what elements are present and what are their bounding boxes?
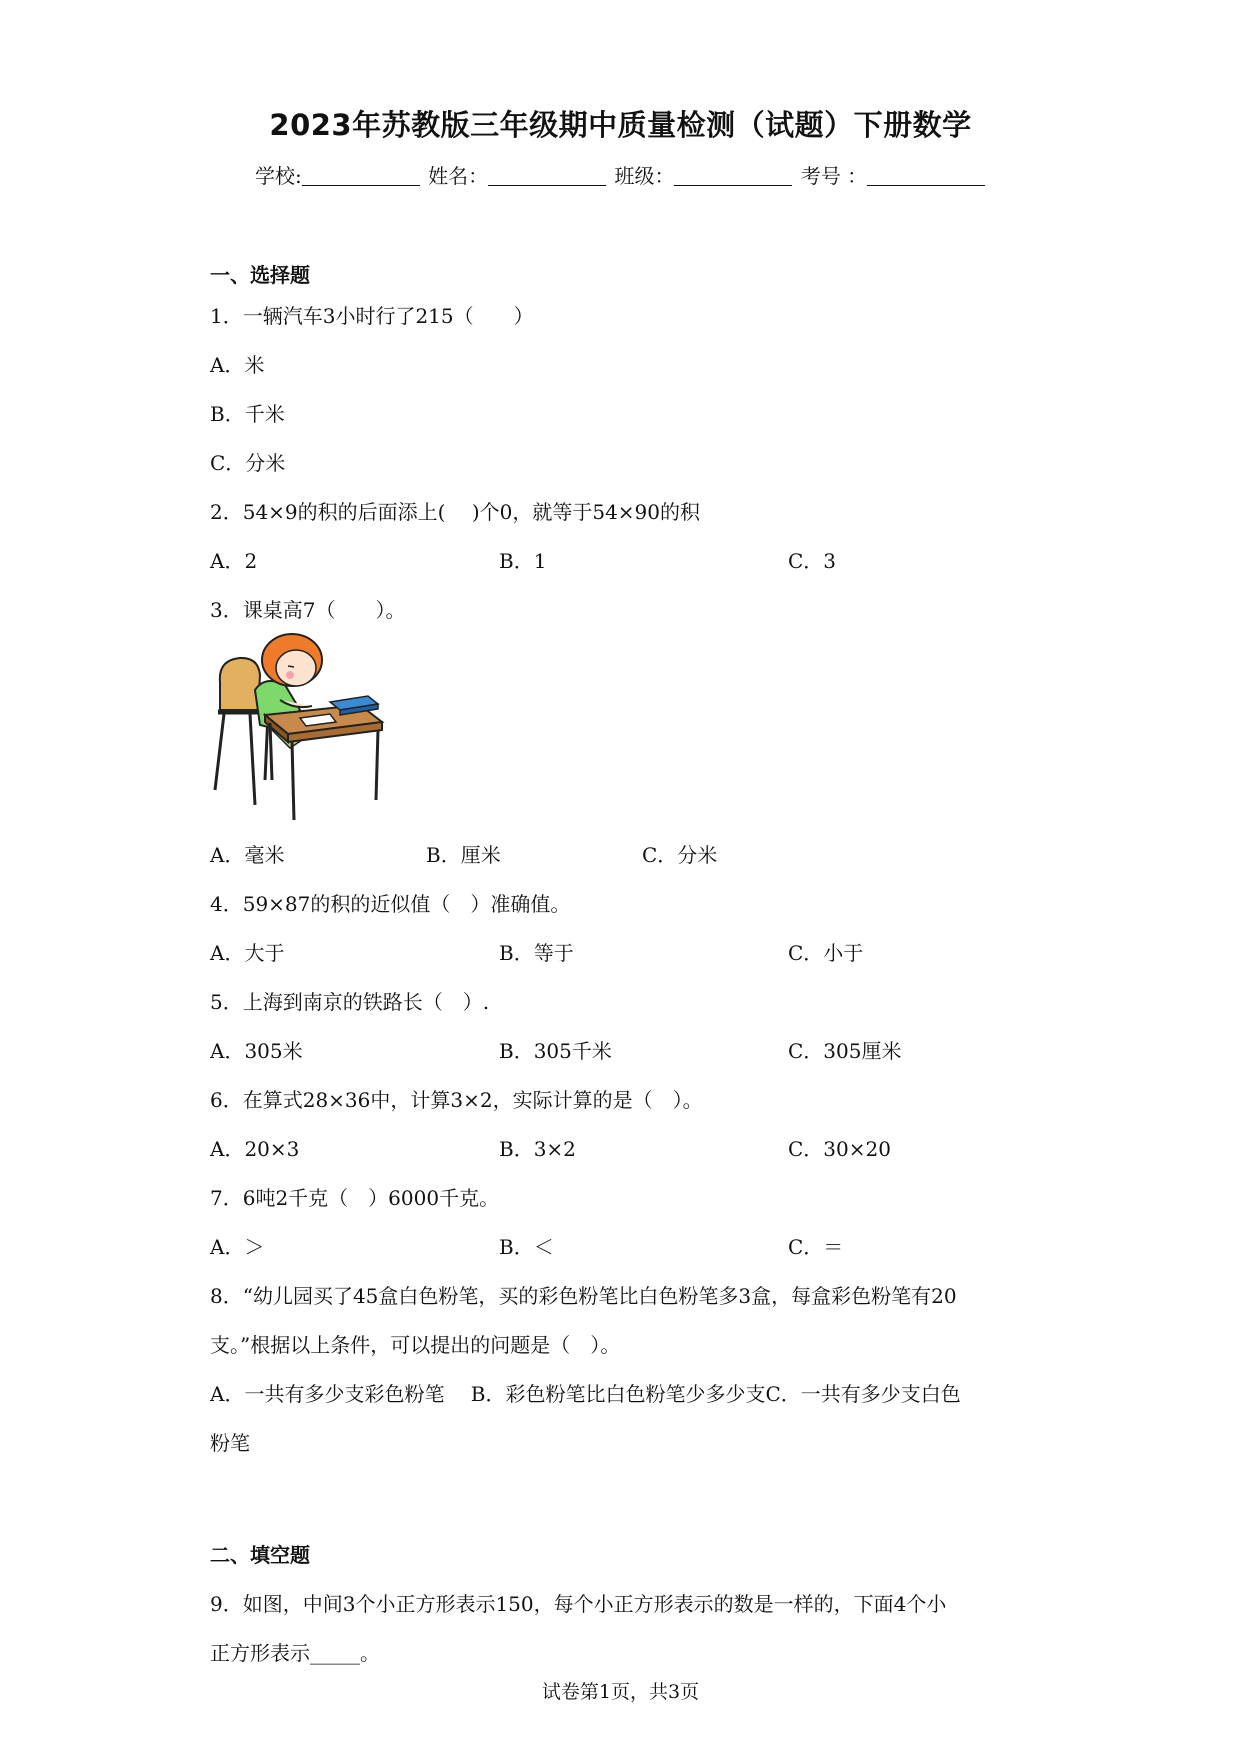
question-6-stem: 6．在算式28×36中，计算3×2，实际计算的是（ ）。 (210, 1088, 703, 1112)
class-blank[interactable] (674, 185, 792, 186)
school-label: 学校: (255, 164, 302, 188)
question-3-option-a: A．毫米 (210, 843, 285, 867)
question-4-option-a: A．大于 (210, 941, 285, 965)
exam-number-blank[interactable] (867, 185, 985, 186)
student-at-desk-illustration (210, 630, 405, 825)
question-9-stem-line-2: 正方形表示_____。 (210, 1641, 380, 1665)
question-2-option-c: C．3 (788, 549, 837, 573)
question-7-option-b: B．＜ (499, 1235, 554, 1259)
question-2-option-a: A．2 (210, 549, 258, 573)
name-blank[interactable] (488, 185, 606, 186)
student-info-row (255, 160, 987, 189)
question-6-option-c: C．30×20 (788, 1137, 891, 1161)
page-footer: 试卷第1页，共3页 (541, 1681, 700, 1703)
question-6-option-a: A．20×3 (210, 1137, 300, 1161)
question-7-stem: 7．6吨2千克（ ）6000千克。 (210, 1186, 500, 1210)
question-3-option-b: B．厘米 (426, 843, 501, 867)
question-6-option-b: B．3×2 (499, 1137, 576, 1161)
question-4-option-c: C．小于 (788, 941, 864, 965)
question-4-stem: 4．59×87的积的近似值（ ）准确值。 (210, 892, 571, 916)
question-7-option-a: A．＞ (210, 1235, 265, 1259)
question-3-option-c: C．分米 (642, 843, 718, 867)
question-2-option-b: B．1 (499, 549, 547, 573)
section-choice-heading: 一、选择题 (210, 263, 310, 287)
question-8-stem-line-1: 8．“幼儿园买了45盒白色粉笔，买的彩色粉笔比白色粉笔多3盒，每盒彩色粉笔有20 (210, 1284, 957, 1308)
question-8-options-line-1: A．一共有多少支彩色粉笔 B．彩色粉笔比白色粉笔少多少支C．一共有多少支白色 (210, 1382, 961, 1406)
question-1-option-a: A．米 (210, 353, 265, 377)
question-5-stem: 5．上海到南京的铁路长（ ）. (210, 990, 490, 1014)
question-5-option-a: A．305米 (210, 1039, 303, 1063)
question-1-option-c: C．分米 (210, 451, 286, 475)
question-2-stem: 2．54×9的积的后面添上( )个0，就等于54×90的积 (210, 500, 700, 524)
name-label: 姓名： (428, 164, 489, 188)
question-4-option-b: B．等于 (499, 941, 574, 965)
school-blank[interactable] (302, 185, 420, 186)
question-3-stem: 3．课桌高7（ ）。 (210, 598, 406, 622)
question-8-stem-line-2: 支。”根据以上条件，可以提出的问题是（ ）。 (210, 1333, 621, 1357)
exam-number-label: 考号 ： (800, 164, 868, 188)
question-1-option-b: B．千米 (210, 402, 285, 426)
question-7-option-c: C．＝ (788, 1235, 844, 1259)
question-5-option-c: C．305厘米 (788, 1039, 902, 1063)
question-1-stem: 1．一辆汽车3小时行了215（ ） (210, 304, 534, 328)
question-8-options-line-2: 粉笔 (210, 1431, 250, 1455)
question-9-stem-line-1: 9．如图，中间3个小正方形表示150，每个小正方形表示的数是一样的，下面4个小 (210, 1592, 947, 1616)
page-title: 2023年苏教版三年级期中质量检测（试题）下册数学 (269, 108, 972, 142)
section-fill-heading: 二、填空题 (210, 1543, 310, 1567)
class-label: 班级： (614, 164, 675, 188)
question-5-option-b: B．305千米 (499, 1039, 612, 1063)
